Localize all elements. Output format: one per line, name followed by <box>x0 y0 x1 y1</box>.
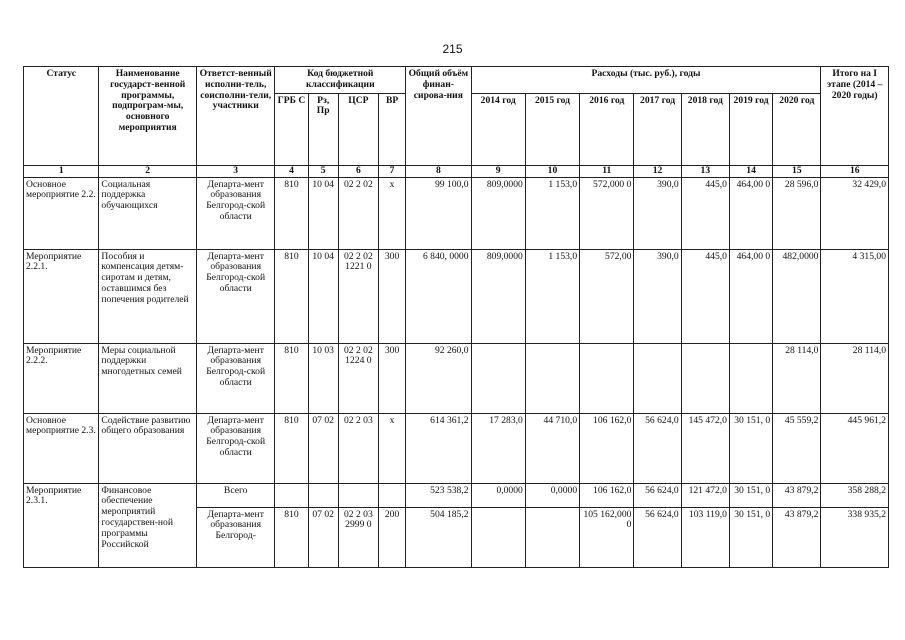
cell-year-2018: 121 472,0 <box>681 483 729 507</box>
cell-vr: 300 <box>378 343 405 413</box>
header-expenses: Расходы (тыс. руб.), годы <box>471 67 821 94</box>
cell-grbs: 810 <box>275 343 308 413</box>
header-responsible: Ответст-венный исполни-тель, соисполни-тели, участники <box>196 67 274 166</box>
cell-stage-total: 28 114,0 <box>821 343 889 413</box>
cell-year-2017 <box>634 343 681 413</box>
cell-name: Пособия и компенсация детям-сиротам и детям, оставшимся без попечения родителей <box>99 249 197 343</box>
cell-year-2018: 103 119,0 <box>681 507 729 567</box>
cell-year-2019: 30 151, 0 <box>729 507 772 567</box>
cell-stage-total: 445 961,2 <box>821 413 889 483</box>
header-budget-code: Код бюджетной классификации <box>275 67 406 94</box>
cell-year-2015 <box>525 343 579 413</box>
cell-csr: 02 2 02 1224 0 <box>338 343 378 413</box>
cell-status: Мероприятие 2.2.2. <box>24 343 99 413</box>
column-number: 15 <box>773 165 821 177</box>
cell-total: 614 361,2 <box>406 413 471 483</box>
cell-year-2019: 464,00 0 <box>729 177 772 249</box>
cell-year-2017: 56 624,0 <box>634 483 681 507</box>
cell-year-2020: 45 559,2 <box>773 413 821 483</box>
page-number: 215 <box>442 42 463 56</box>
cell-csr: 02 2 02 <box>338 177 378 249</box>
cell-responsible: Департа-мент образования Белгород-ской области <box>196 177 274 249</box>
cell-year-2017: 390,0 <box>634 177 681 249</box>
header-stage-total: Итого на I этапе (2014 – 2020 годы) <box>821 67 889 166</box>
column-number: 8 <box>406 165 471 177</box>
cell-year-2019 <box>729 343 772 413</box>
column-number: 1 <box>24 165 99 177</box>
cell-year-2018: 145 472,0 <box>681 413 729 483</box>
header-vr: ВР <box>378 93 405 165</box>
cell-year-2019: 30 151, 0 <box>729 483 772 507</box>
cell-year-2017: 390,0 <box>634 249 681 343</box>
cell-year-2014: 0,0000 <box>471 483 525 507</box>
cell-grbs: 810 <box>275 249 308 343</box>
cell-rzpr: 10 04 <box>308 249 338 343</box>
cell-responsible: Департа-мент образования Белгород- <box>196 507 274 567</box>
column-number: 6 <box>338 165 378 177</box>
cell-year-2018: 445,0 <box>681 177 729 249</box>
cell-year-2016: 106 162,0 <box>580 413 634 483</box>
cell-stage-total: 4 315,00 <box>821 249 889 343</box>
column-number: 10 <box>525 165 579 177</box>
cell-year-2020: 43 879,2 <box>773 507 821 567</box>
cell-year-2019: 464,00 0 <box>729 249 772 343</box>
cell-rzpr: 07 02 <box>308 413 338 483</box>
cell-year-2017: 56 624,0 <box>634 413 681 483</box>
cell-year-2015: 1 153,0 <box>525 177 579 249</box>
header-year-2018: 2018 год <box>681 93 729 165</box>
cell-rzpr <box>308 483 338 507</box>
table-row <box>24 249 889 343</box>
cell-year-2020: 43 879,2 <box>773 483 821 507</box>
cell-status: Мероприятие 2.3.1. <box>24 483 99 567</box>
cell-year-2018: 445,0 <box>681 249 729 343</box>
cell-total: 6 840, 0000 <box>406 249 471 343</box>
header-name: Наименование государст-венной программы, подпрограм-мы, основного мероприятия <box>99 67 197 166</box>
cell-total: 504 185,2 <box>406 507 471 567</box>
cell-year-2014 <box>471 343 525 413</box>
cell-csr: 02 2 03 2999 0 <box>338 507 378 567</box>
cell-vr: 200 <box>378 507 405 567</box>
cell-grbs: 810 <box>275 177 308 249</box>
cell-status: Основное мероприятие 2.3. <box>24 413 99 483</box>
cell-total: 523 538,2 <box>406 483 471 507</box>
cell-rzpr: 10 04 <box>308 177 338 249</box>
cell-year-2014: 809,0000 <box>471 249 525 343</box>
cell-name: Содействие развитию общего образования <box>99 413 197 483</box>
cell-name: Финансовое обеспечение мероприятий государствен-ной программы Российской <box>99 483 197 567</box>
cell-stage-total: 358 288,2 <box>821 483 889 507</box>
column-number: 13 <box>681 165 729 177</box>
header-year-2019: 2019 год <box>729 93 772 165</box>
cell-grbs <box>275 483 308 507</box>
cell-vr: х <box>378 177 405 249</box>
column-number: 2 <box>99 165 197 177</box>
column-number: 7 <box>378 165 405 177</box>
table-row <box>24 413 889 483</box>
cell-year-2018 <box>681 343 729 413</box>
table-row <box>24 343 889 413</box>
cell-year-2020: 28 596,0 <box>773 177 821 249</box>
cell-grbs: 810 <box>275 413 308 483</box>
cell-year-2017: 56 624,0 <box>634 507 681 567</box>
header-year-2016: 2016 год <box>580 93 634 165</box>
header-year-2020: 2020 год <box>773 93 821 165</box>
cell-year-2016: 572,000 0 <box>580 177 634 249</box>
cell-vr: х <box>378 413 405 483</box>
cell-total: 99 100,0 <box>406 177 471 249</box>
cell-year-2015: 44 710,0 <box>525 413 579 483</box>
column-number: 3 <box>196 165 274 177</box>
cell-name: Меры социальной поддержки многодетных семей <box>99 343 197 413</box>
header-rzpr: Рз, Пр <box>308 93 338 165</box>
cell-year-2014 <box>471 507 525 567</box>
column-number: 9 <box>471 165 525 177</box>
column-number: 12 <box>634 165 681 177</box>
cell-year-2016 <box>580 343 634 413</box>
column-number-row <box>24 165 889 177</box>
cell-year-2015 <box>525 507 579 567</box>
cell-vr <box>378 483 405 507</box>
cell-responsible: Департа-мент образования Белгород-ской области <box>196 413 274 483</box>
table-row <box>24 177 889 249</box>
cell-year-2019: 30 151, 0 <box>729 413 772 483</box>
cell-year-2020: 482,0000 <box>773 249 821 343</box>
cell-responsible: Департа-мент образования Белгород-ской области <box>196 249 274 343</box>
cell-vr: 300 <box>378 249 405 343</box>
column-number: 11 <box>580 165 634 177</box>
cell-year-2016: 106 162,0 <box>580 483 634 507</box>
header-year-2017: 2017 год <box>634 93 681 165</box>
cell-stage-total: 32 429,0 <box>821 177 889 249</box>
header-year-2014: 2014 год <box>471 93 525 165</box>
column-number: 14 <box>729 165 772 177</box>
cell-rzpr: 10 03 <box>308 343 338 413</box>
column-number: 5 <box>308 165 338 177</box>
column-number: 4 <box>275 165 308 177</box>
cell-status: Мероприятие 2.2.1. <box>24 249 99 343</box>
cell-csr: 02 2 03 <box>338 413 378 483</box>
cell-year-2016: 572,00 <box>580 249 634 343</box>
budget-table <box>23 66 889 568</box>
column-number: 16 <box>821 165 889 177</box>
cell-rzpr: 07 02 <box>308 507 338 567</box>
cell-year-2020: 28 114,0 <box>773 343 821 413</box>
cell-responsible: Всего <box>196 483 274 507</box>
cell-year-2014: 17 283,0 <box>471 413 525 483</box>
header-status: Статус <box>24 67 99 166</box>
header-total: Общий объём финан-сирова-ния <box>406 67 471 166</box>
cell-responsible: Департа-мент образования Белгород-ской области <box>196 343 274 413</box>
header-csr: ЦСР <box>338 93 378 165</box>
cell-csr: 02 2 02 1221 0 <box>338 249 378 343</box>
cell-year-2015: 0,0000 <box>525 483 579 507</box>
cell-total: 92 260,0 <box>406 343 471 413</box>
header-year-2015: 2015 год <box>525 93 579 165</box>
header-grbs: ГРБ С <box>275 93 308 165</box>
cell-year-2014: 809,0000 <box>471 177 525 249</box>
table-row <box>24 483 889 507</box>
cell-grbs: 810 <box>275 507 308 567</box>
cell-year-2015: 1 153,0 <box>525 249 579 343</box>
cell-name: Социальная поддержка обучающихся <box>99 177 197 249</box>
cell-stage-total: 338 935,2 <box>821 507 889 567</box>
cell-year-2016: 105 162,000 0 <box>580 507 634 567</box>
cell-csr <box>338 483 378 507</box>
cell-status: Основное мероприятие 2.2. <box>24 177 99 249</box>
